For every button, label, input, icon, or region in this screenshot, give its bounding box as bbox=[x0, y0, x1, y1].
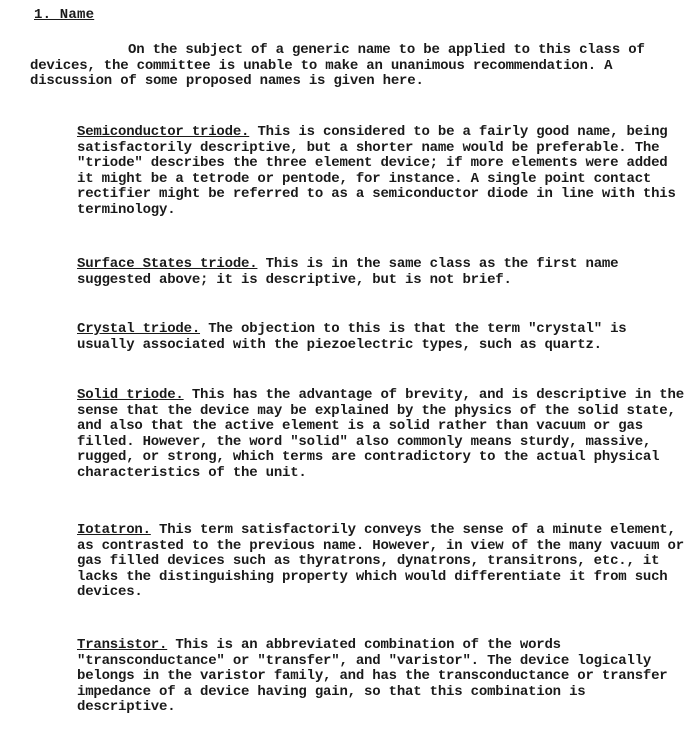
entry-text: The objection to this is that the term "crystal" is usually associated with the piezoelectric types, such as quartz. bbox=[77, 321, 627, 353]
entry-crystal-triode bbox=[77, 322, 691, 353]
entry-text: This is an abbreviated combination of the words "transconductance" or "transfer", and "varistor". The device logically belongs in the varistor family, and has the transconductance or transfer impedance of a device having gain, so that this combination is descriptive. bbox=[77, 637, 668, 715]
entry-text: This is considered to be a fairly good name, being satisfactorily descriptive, but a shorter name would be preferable. The "triode" describes the three element device; if more elements were added it might be a tetrode or pentode, for instance. A single point contact rectifier might be referred to as a semiconductor diode in line with this terminology. bbox=[77, 124, 676, 218]
entry-term: Crystal triode. bbox=[77, 321, 201, 337]
entry-term: Semiconductor triode. bbox=[77, 124, 250, 140]
entry-transistor bbox=[77, 638, 691, 716]
entry-term: Iotatron. bbox=[77, 522, 151, 538]
entry-surface-states-triode bbox=[77, 257, 691, 288]
section-heading: 1. Name bbox=[34, 7, 95, 23]
entry-semiconductor-triode bbox=[77, 125, 691, 218]
entry-term: Transistor. bbox=[77, 637, 168, 653]
entry-solid-triode bbox=[77, 388, 691, 481]
entry-iotatron bbox=[77, 523, 691, 601]
entry-text: This term satisfactorily conveys the sense of a minute element, as contrasted to the previous name. However, in view of the many vacuum or gas filled devices such as thyratrons, dynatrons, transitrons, etc., it lacks the distinguishing property which would differentiate it from such devices. bbox=[77, 522, 684, 600]
entry-term: Surface States triode. bbox=[77, 256, 258, 272]
entry-term: Solid triode. bbox=[77, 387, 184, 403]
intro-paragraph: On the subject of a generic name to be applied to this class of devices, the committee is unable to make an unanimous recommendation. A discussion of some proposed names is given here. bbox=[30, 42, 645, 89]
entry-text: This has the advantage of brevity, and is descriptive in the sense that the device may be explained by the physics of the solid state, and also that the active element is a solid rather than vacuum or gas filled. However, the word "solid" also commonly means sturdy, massive, rugged, or strong, which terms are contradictory to the actual physical characteristics of the unit. bbox=[77, 387, 684, 481]
entry-text: This is in the same class as the first name suggested above; it is descriptive, but is not brief. bbox=[77, 256, 619, 288]
